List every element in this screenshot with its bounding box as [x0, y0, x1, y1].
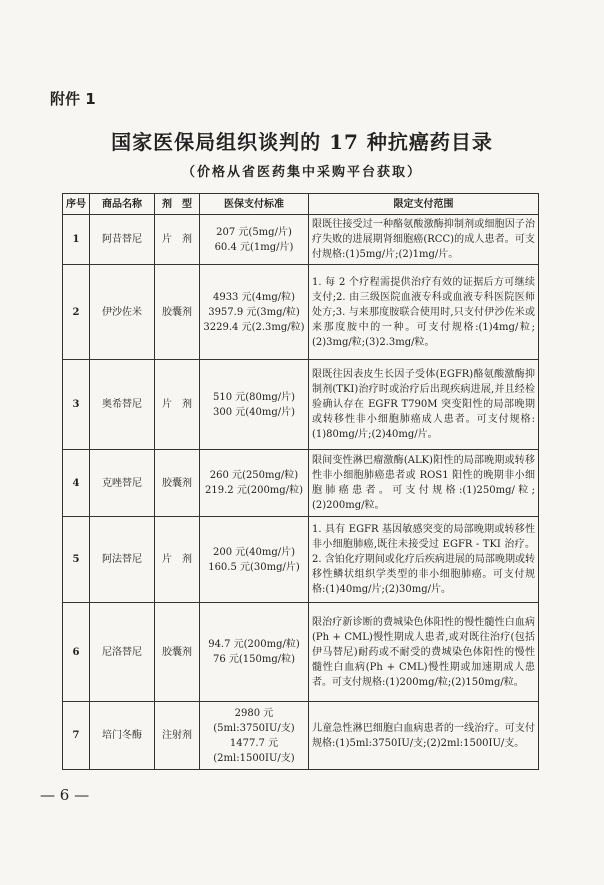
header-no: 序号: [63, 194, 90, 215]
drug-name: 伊沙佐米: [90, 265, 155, 360]
payment-scope: 限既往接受过一种酪氨酸激酶抑制剂或细胞因子治疗失败的进展期肾细胞癌(RCC)的成人患者。可支付规格:(1)5mg/片;(2)1mg/片。: [309, 215, 539, 265]
table-row: [63, 265, 539, 360]
price-line: 4933 元(4mg/粒): [212, 291, 296, 303]
drug-name: 阿法替尼: [90, 517, 155, 603]
payment-scope: 1. 具有 EGFR 基因敏感突变的局部晚期或转移性非小细胞肺癌,既往未接受过 EGFR - TKI 治疗。2. 含铂化疗期间或化疗后疾病进展的局部晚期或转移性鳞状组织学类型的非小细胞肺癌。可支付规格:(1)40mg/片;(2)30mg/片。: [309, 517, 539, 603]
price-line: 300 元(40mg/片): [212, 406, 296, 418]
price-line: 2980 元: [234, 707, 274, 719]
price-line: 200 元(40mg/片): [212, 546, 296, 558]
table-row: [63, 215, 539, 265]
table-row: [63, 360, 539, 450]
drug-name: 奥希替尼: [90, 360, 155, 450]
row-number: 1: [63, 215, 90, 265]
dosage-form: 片 剂: [155, 360, 200, 450]
payment-scope: 1. 每 2 个疗程需提供治疗有效的证据后方可继续支付;2. 由三级医院血液专科或血液专科医院医师处方;3. 与来那度胺联合使用时,只支付伊沙佐米或来那度胺中的一种。可支付规格:(1)4mg/粒;(2)3mg/粒;(3)2.3mg/粒。: [309, 265, 539, 360]
price-line: 1477.7 元: [229, 737, 279, 749]
price-line: (2ml:1500IU/支): [213, 752, 295, 764]
price-line: 3229.4 元(2.3mg/粒): [203, 321, 305, 333]
price-cell: [200, 702, 309, 770]
table-row: [63, 450, 539, 517]
price-line: (5ml:3750IU/支): [213, 722, 295, 734]
row-number: 3: [63, 360, 90, 450]
dosage-form: 片 剂: [155, 517, 200, 603]
price-cell: [200, 517, 309, 603]
attachment-label: 附件 1: [50, 90, 96, 108]
row-number: 6: [63, 603, 90, 702]
dosage-form: 胶囊剂: [155, 265, 200, 360]
drug-name: 培门冬酶: [90, 702, 155, 770]
price-cell: [200, 603, 309, 702]
dosage-form: 胶囊剂: [155, 450, 200, 517]
header-price: 医保支付标准: [200, 194, 309, 215]
price-line: 260 元(250mg/粒): [209, 470, 299, 481]
table-header-row: [63, 194, 539, 215]
row-number: 5: [63, 517, 90, 603]
price-line: 76 元(150mg/粒): [212, 654, 296, 665]
row-number: 2: [63, 265, 90, 360]
payment-scope: 限间变性淋巴瘤激酶(ALK)阳性的局部晚期或转移性非小细胞肺癌患者或 ROS1 阳性的晚期非小细胞肺癌患者。可支付规格:(1)250mg/粒;(2)200mg/粒。: [309, 450, 539, 517]
header-form: 剂 型: [155, 194, 200, 215]
header-name: 商品名称: [90, 194, 155, 215]
payment-scope: 限既往因表皮生长因子受体(EGFR)酪氨酸激酶抑制剂(TKI)治疗时或治疗后出现疾病进展,并且经检验确认存在 EGFR T790M 突变阳性的局部晚期或转移性非小细胞肺癌成人患者。可支付规格:(1)80mg/片;(2)40mg/片。: [309, 360, 539, 450]
price-line: 207 元(5mg/片): [216, 226, 292, 238]
page-title: 国家医保局组织谈判的 17 种抗癌药目录: [111, 130, 493, 154]
row-number: 4: [63, 450, 90, 517]
price-cell: [200, 450, 309, 517]
price-line: 60.4 元(1mg/片): [214, 241, 294, 253]
price-line: 3957.9 元(3mg/粒): [208, 306, 300, 318]
dosage-form: 胶囊剂: [155, 603, 200, 702]
table-row: [63, 603, 539, 702]
row-number: 7: [63, 702, 90, 770]
table-row: [63, 517, 539, 603]
table-row: [63, 702, 539, 770]
drug-name: 阿昔替尼: [90, 215, 155, 265]
page-subtitle: （价格从省医药集中采购平台获取）: [181, 165, 422, 180]
payment-scope: 儿童急性淋巴细胞白血病患者的一线治疗。可支付规格:(1)5ml:3750IU/支;(2)2ml:1500IU/支。: [309, 702, 539, 770]
price-line: 510 元(80mg/片): [212, 391, 296, 403]
price-cell: [200, 360, 309, 450]
price-line: 94.7 元(200mg/粒): [208, 639, 300, 650]
price-line: 160.5 元(30mg/片): [208, 561, 300, 573]
price-line: 219.2 元(200mg/粒): [205, 485, 303, 496]
price-cell: [200, 265, 309, 360]
payment-scope: 限治疗新诊断的费城染色体阳性的慢性髓性白血病(Ph + CML)慢性期成人患者,或对既往治疗(包括伊马替尼)耐药或不耐受的费城染色体阳性的慢性髓性白血病(Ph + CML)慢性期或加速期成人患者。可支付规格:(1)200mg/粒;(2)150mg/粒。: [309, 603, 539, 702]
dosage-form: 片 剂: [155, 215, 200, 265]
page-number: — 6 —: [40, 786, 90, 804]
header-scope: 限定支付范围: [309, 194, 539, 215]
drug-name: 尼洛替尼: [90, 603, 155, 702]
drug-name: 克唑替尼: [90, 450, 155, 517]
drug-table: [62, 193, 539, 770]
price-cell: [200, 215, 309, 265]
dosage-form: 注射剂: [155, 702, 200, 770]
